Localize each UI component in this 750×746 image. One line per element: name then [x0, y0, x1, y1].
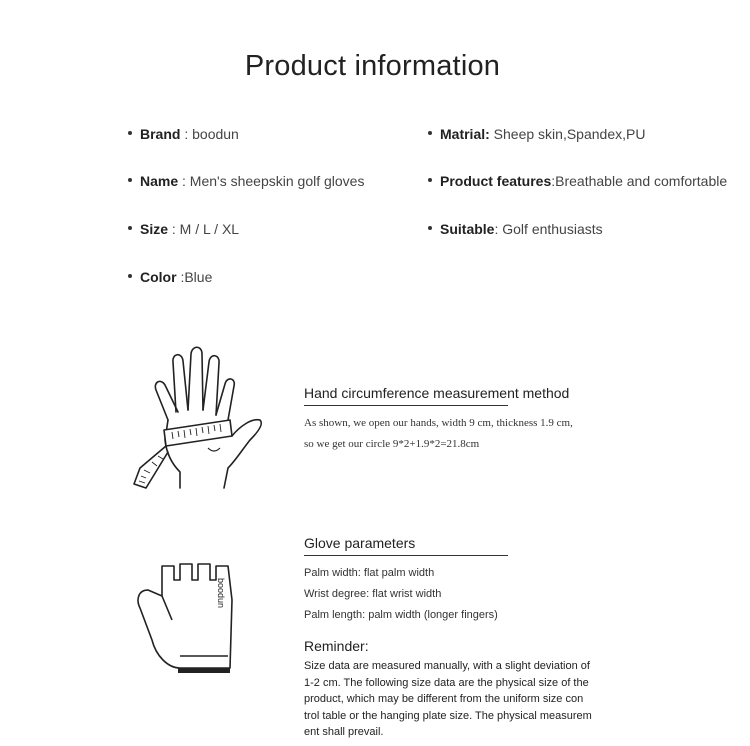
glove-params-divider	[304, 555, 508, 556]
spec-suitable	[428, 221, 603, 237]
bullet-icon	[128, 131, 132, 135]
spec-key: Suitable	[440, 221, 495, 237]
glove-param-palm-length: Palm length: palm width (longer fingers)	[304, 609, 498, 621]
measurement-divider	[304, 405, 508, 406]
bullet-icon	[428, 178, 432, 182]
measurement-line-1: As shown, we open our hands, width 9 cm, thickness 1.9 cm,	[304, 417, 573, 429]
reminder-line: trol table or the hanging plate size. The physical measurem	[304, 709, 592, 722]
spec-key: Brand	[140, 126, 181, 142]
reminder-line: 1-2 cm. The following size data are the physical size of the	[304, 676, 589, 689]
spec-brand	[128, 126, 239, 142]
glove-logo-text: boodun	[216, 578, 226, 609]
spec-value: : Men's sheepskin golf gloves	[178, 173, 365, 189]
reminder-text	[304, 658, 614, 741]
spec-name	[128, 173, 364, 189]
measurement-title: Hand circumference measurement method	[304, 385, 570, 401]
spec-value: Sheep skin,Spandex,PU	[489, 126, 646, 142]
reminder-line: product, which may be different from the uniform size con	[304, 693, 584, 705]
spec-value: : boodun	[180, 126, 239, 142]
glove-logo	[214, 578, 228, 618]
glove-icon	[132, 560, 248, 680]
spec-value: : M / L / XL	[168, 221, 240, 237]
spec-key: Product features	[440, 173, 552, 189]
spec-value: :Breathable and comfortable	[551, 173, 728, 189]
glove-param-wrist-degree: Wrist degree: flat wrist width	[304, 588, 442, 600]
spec-key: Size	[140, 221, 169, 237]
spec-features	[428, 173, 727, 189]
reminder-line: Size data are measured manually, with a slight deviation of	[304, 660, 590, 672]
spec-key: Matrial:	[440, 126, 490, 142]
page-title: Product information	[244, 50, 501, 82]
measurement-line-2: so we get our circle 9*2+1.9*2=21.8cm	[304, 438, 480, 450]
glove-params-title: Glove parameters	[304, 535, 416, 551]
bullet-icon	[128, 178, 132, 182]
bullet-icon	[128, 274, 132, 278]
bullet-icon	[128, 226, 132, 230]
reminder-title: Reminder:	[304, 638, 369, 654]
spec-key: Color	[140, 269, 177, 285]
spec-value: : Golf enthusiasts	[494, 221, 603, 237]
bullet-icon	[428, 226, 432, 230]
reminder-line: ent shall prevail.	[304, 726, 384, 738]
glove-param-palm-width: Palm width: flat palm width	[304, 567, 435, 579]
bullet-icon	[428, 131, 432, 135]
spec-value: :Blue	[176, 269, 213, 285]
spec-color	[128, 269, 212, 285]
spec-material	[428, 126, 645, 142]
spec-size	[128, 221, 239, 237]
hand-measurement-icon	[120, 340, 280, 500]
spec-key: Name	[140, 173, 179, 189]
